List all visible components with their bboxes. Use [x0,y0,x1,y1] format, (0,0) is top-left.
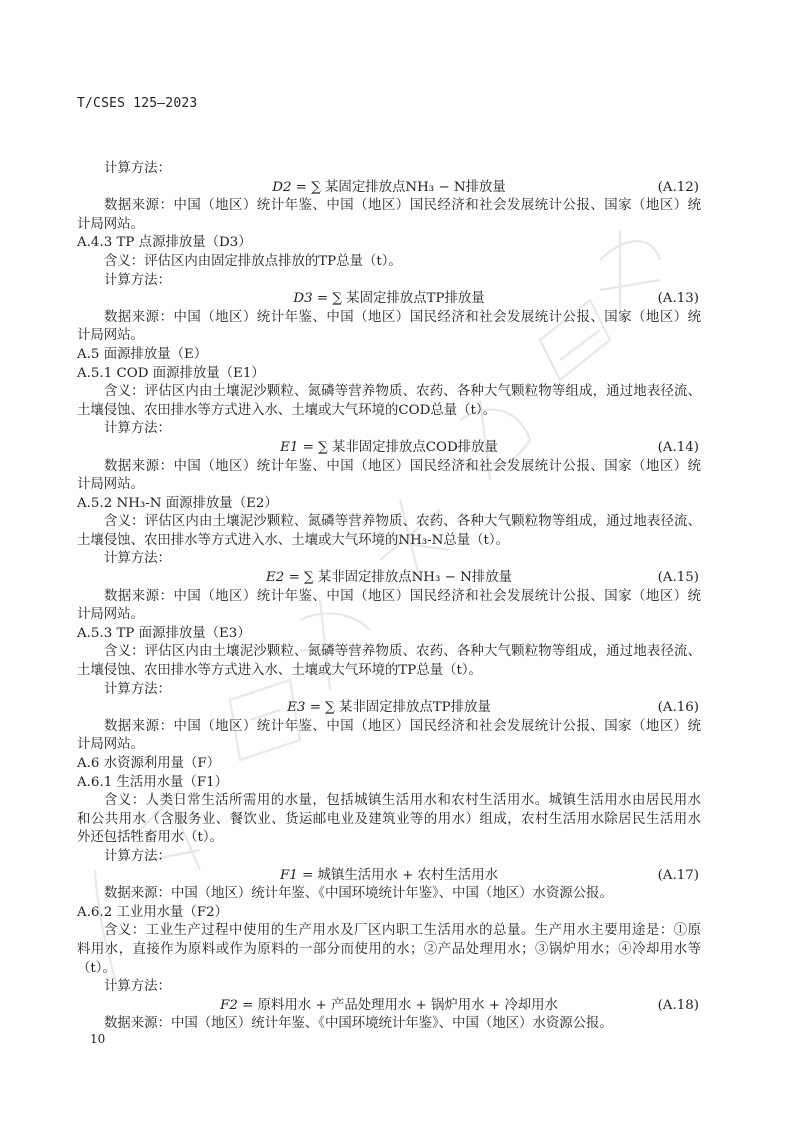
paragraph-line: （t）。 [77,960,116,976]
equation-body: = ∑ 某非固定排放点COD排放量 [298,439,498,455]
equation-variable: E1 [280,439,299,455]
equation-line [77,699,701,718]
paragraph-line: 计局网站。 [77,328,144,344]
equation-formula [77,699,701,718]
paragraph-line: 数据来源：中国（地区）统计年鉴、《中国环境统计年鉴》、中国（地区）水资源公报。 [104,1016,613,1032]
document-header: T/CSES 125—2023 [77,96,198,111]
equation-formula [77,569,701,588]
paragraph-line: 和公共用水（含服务业、餐饮业、货运邮电业及建筑业等的用水）组成，农村生活用水除居民生活用水 [77,811,701,827]
equation-number: (A.13) [657,291,699,307]
equation-line [77,290,701,309]
paragraph-line: 土壤侵蚀、农田排水等方式进入水、土壤或大气环境的TP总量（t）。 [77,663,482,679]
paragraph-line: 计局网站。 [77,477,144,493]
paragraph-line: 数据来源：中国（地区）统计年鉴、中国（地区）国民经济和社会发展统计公报、国家（地区）统 [104,309,701,325]
equation-variable: D3 [293,291,313,307]
paragraph-line: 含义：评估区内由固定排放点排放的TP总量（t）。 [104,253,402,269]
paragraph-line: 含义：评估区内由土壤泥沙颗粒、氮磷等营养物质、农药、各种大气颗粒物等组成，通过地表径流、 [104,644,701,660]
paragraph-line: 计局网站。 [77,737,144,753]
equation-variable: E3 [287,700,306,716]
equation-body: = 城镇生活用水 + 农村生活用水 [297,867,498,883]
paragraph-line: 数据来源：中国（地区）统计年鉴、中国（地区）国民经济和社会发展统计公报、国家（地区）统 [104,588,701,604]
paragraph-line: 计算方法： [104,551,171,567]
paragraph-line: 计局网站。 [77,607,144,623]
equation-number: (A.17) [657,867,699,883]
equation-number: (A.14) [657,439,699,455]
equation-number: (A.18) [657,997,699,1013]
section-heading: A.4.3 TP 点源排放量（D3） [77,235,252,251]
equation-body: = ∑ 某固定排放点TP排放量 [312,291,485,307]
equation-body: = ∑ 某非固定排放点TP排放量 [305,700,491,716]
equation-formula [77,439,701,458]
equation-formula [77,867,701,886]
equation-variable: F1 [280,867,298,883]
section-heading: A.5.1 COD 面源排放量（E1） [77,365,265,381]
equation-line [77,179,701,198]
equation-line [77,439,701,458]
equation-line [77,867,701,886]
paragraph-line: 计算方法： [104,979,171,995]
paragraph-line: 料用水，直接作为原料或作为原料的一部分而使用的水；②产品处理用水；③锅炉用水；④冷却用水等 [77,941,701,957]
section-heading: A.5.2 NH₃-N 面源排放量（E2） [77,495,278,511]
paragraph-line: 含义：人类日常生活所需用的水量，包括城镇生活用水和农村生活用水。城镇生活用水由居民用水 [104,793,701,809]
equation-formula [77,290,701,309]
section-heading: A.5.3 TP 面源排放量（E3） [77,625,251,641]
section-heading: A.6.2 工业用水量（F2） [77,904,229,920]
section-heading: A.6.1 生活用水量（F1） [77,774,229,790]
paragraph-line: 计局网站。 [77,216,144,232]
paragraph-line: 外还包括牲畜用水（t）。 [77,830,223,846]
paragraph-line: 计算方法： [104,272,171,288]
equation-number: (A.12) [657,179,699,195]
paragraph-line: 含义：评估区内由土壤泥沙颗粒、氮磷等营养物质、农药、各种大气颗粒物等组成，通过地表径流、 [104,384,701,400]
document-body [77,160,701,1034]
equation-variable: F2 [220,997,238,1013]
equation-number: (A.15) [657,570,699,586]
equation-line [77,997,701,1016]
section-heading: A.6 水资源利用量（F） [77,756,221,771]
paragraph-line: 含义：评估区内由土壤泥沙颗粒、氮磷等营养物质、农药、各种大气颗粒物等组成，通过地表径流、 [104,514,701,530]
equation-formula [77,997,701,1016]
equation-line [77,569,701,588]
paragraph-line: 数据来源：中国（地区）统计年鉴、中国（地区）国民经济和社会发展统计公报、国家（地区）统 [104,458,701,474]
paragraph-line: 计算方法： [104,421,171,437]
paragraph-line: 数据来源：中国（地区）统计年鉴、中国（地区）国民经济和社会发展统计公报、国家（地区）统 [104,718,701,734]
paragraph-line: 土壤侵蚀、农田排水等方式进入水、土壤或大气环境的COD总量（t）。 [77,402,496,418]
paragraph-line: 含义：工业生产过程中使用的生产用水及厂区内职工生活用水的总量。生产用水主要用途是：①原 [104,923,701,939]
equation-body: = 原料用水 + 产品处理用水 + 锅炉用水 + 冷却用水 [237,997,558,1013]
page-number: 10 [90,1032,106,1046]
paragraph-line: 数据来源：中国（地区）统计年鉴、中国（地区）国民经济和社会发展统计公报、国家（地区）统 [104,198,701,214]
equation-variable: D2 [272,179,292,195]
equation-body: = ∑ 某固定排放点NH₃ − N排放量 [291,179,506,195]
paragraph-line: 计算方法： [104,161,171,176]
paragraph-line: 计算方法： [104,681,171,697]
paragraph-line: 计算方法： [104,848,171,864]
equation-number: (A.16) [657,700,699,716]
equation-body: = ∑ 某非固定排放点NH₃ − N排放量 [284,570,512,586]
section-heading: A.5 面源排放量（E） [77,346,208,362]
equation-formula [77,179,701,198]
paragraph-line: 数据来源：中国（地区）统计年鉴、《中国环境统计年鉴》、中国（地区）水资源公报。 [104,886,613,902]
equation-variable: E2 [266,570,285,586]
paragraph-line: 土壤侵蚀、农田排水等方式进入水、土壤或大气环境的NH₃-N总量（t）。 [77,532,510,548]
